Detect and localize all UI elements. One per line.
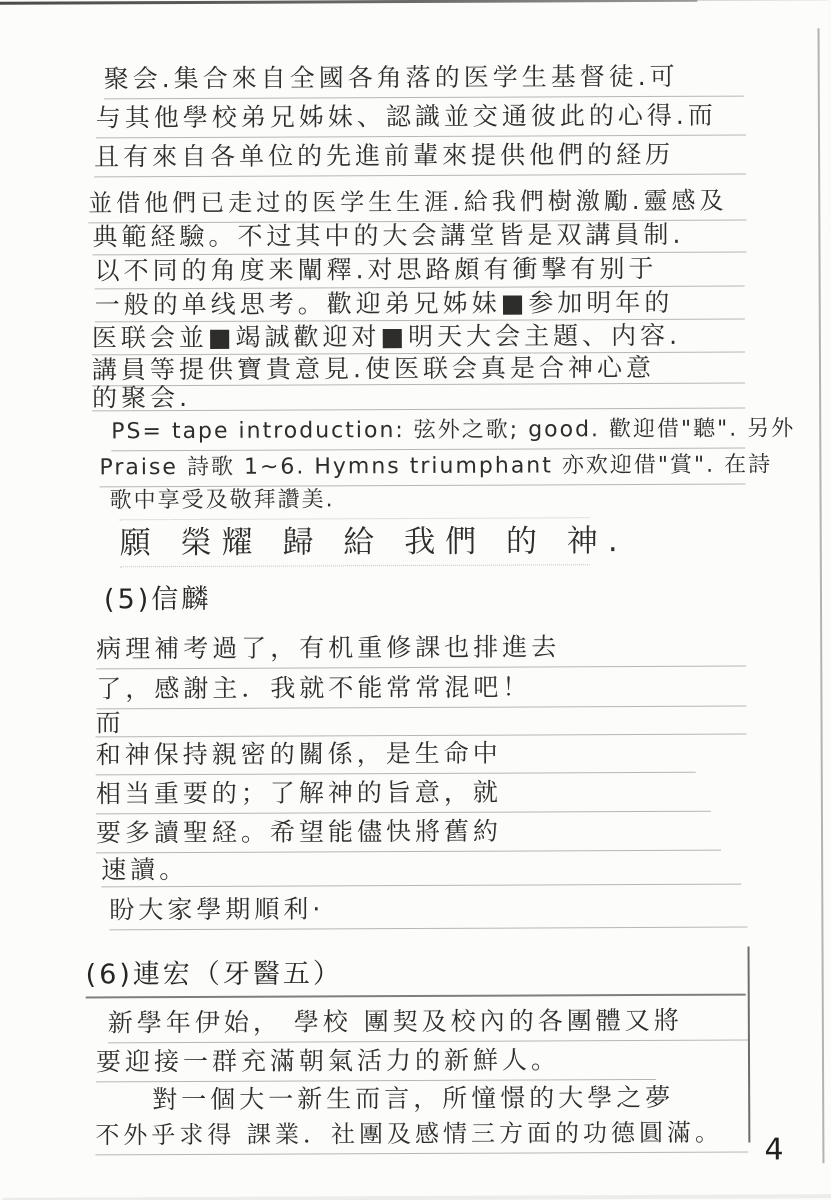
page-number: 4 — [764, 1132, 784, 1168]
handwritten-line: 一般的单线思考。歡迎弟兄姊妹■参加明年的 — [95, 287, 745, 323]
closing-wish-line: 盼大家學期順利· — [109, 890, 747, 931]
handwritten-line: 並借他們已走过的医学生生涯.給我們樹激勵.靈感及 — [88, 183, 746, 224]
ps-note-line: PS= tape introduction: 弦外之歌; good. 歡迎借"聽". 另外 — [111, 413, 745, 452]
handwritten-line: 病理補考過了，有机重修課也排進去 — [96, 629, 746, 670]
scan-artifact-top-edge-right — [697, 0, 828, 1]
handwritten-line: 了，感謝主．我就不能常常混吧！ — [96, 669, 746, 710]
handwritten-line: 速讀。 — [101, 852, 741, 888]
handwritten-line: 對一個大一新生而言，所憧憬的大學之夢 — [152, 1082, 675, 1115]
doxology-line: 願 榮耀 歸 給 我們 的 神. — [120, 517, 590, 567]
handwritten-line: 以不同的角度来闡釋.对思路頗有衝撃有别于 — [94, 253, 744, 290]
handwritten-line: 与其他學校弟兄姊妹、認識並交通彼此的心得.而 — [96, 98, 746, 139]
handwritten-line: 新學年伊始， 學校 團契及校內的各團體又將 — [108, 1003, 748, 1044]
handwritten-line-struck: 而 — [95, 708, 746, 738]
handwritten-line: 典範経驗。不过其中的大会講堂皆是双講員制. — [92, 218, 746, 256]
handwritten-line: 要多讀聖経。希望能儘快將舊約 — [96, 813, 721, 854]
ps-note-line: Praise 詩歌 1~6. Hymns triumphant 亦欢迎借"賞". 在詩 — [99, 449, 745, 488]
scan-artifact-top-edge — [0, 0, 697, 5]
section-5-heading: (5)信麟 — [103, 583, 212, 616]
handwritten-line: 聚会.集合來自全國各角落的医学生基督徒.可 — [104, 59, 744, 100]
handwritten-line: 相当重要的；了解神的旨意，就 — [96, 774, 711, 815]
handwritten-line: 医联会並■竭誠歡迎对■明天大会主題、内容. — [92, 320, 745, 356]
handwritten-line: 的聚会. — [92, 384, 745, 412]
scan-artifact-bottom-edge — [3, 1194, 831, 1200]
handwritten-line: 且有來自各单位的先進前輩來提供他們的経历 — [94, 137, 746, 178]
handwritten-line: 講員等提供寶貴意見.使医联会真是合神心意 — [92, 353, 745, 387]
handwritten-line: 不外乎求得 課業．社團及感情三方面的功德圓滿。 — [95, 1115, 748, 1156]
section-6-heading: (6)連宏（牙醫五） — [86, 952, 746, 999]
ps-note-line: 歌中享受及敬拜讚美. — [109, 487, 335, 514]
handwritten-line: 要迎接一群充滿朝氣活力的新鮮人。 — [96, 1042, 656, 1082]
handwritten-line: 和神保持親密的關係，是生命中 — [96, 735, 696, 776]
scan-artifact-right-line — [818, 28, 825, 1163]
